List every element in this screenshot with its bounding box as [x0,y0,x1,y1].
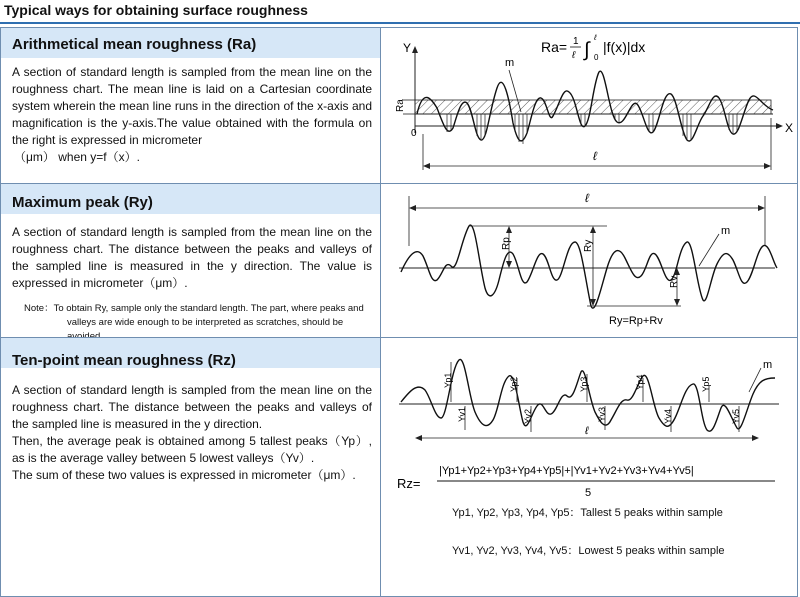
ry-rp-label: Rp [501,237,512,250]
ry-body: A section of standard length is sampled from the mean line on the roughness chart. The distance between the peaks and valleys of the sampled line is measured in the y direction. The value is expressed in micrometer（μm）. [12,225,372,290]
ra-origin: 0 [411,128,417,139]
rz-title: Ten-point mean roughness (Rz) [12,352,236,369]
ry-m-leader [699,234,719,266]
rz-yp3-label: Yp3 [579,376,589,392]
ra-formula [541,33,645,62]
title-rule [0,22,800,24]
ra-formula-upper: ℓ [594,33,597,42]
ra-formula-den: ℓ [572,50,576,61]
ry-note-label: Note： [24,303,54,314]
ra-formula-num: 1 [573,36,579,47]
rz-legend-valleys: Yv1, Yv2, Yv3, Yv4, Yv5：Lowest 5 peaks within sample [452,545,725,557]
ra-unit-line: （μm） when y=f（x）. [14,150,140,164]
ry-ry-arrow-top [590,226,596,233]
rz-yv5-label: Yv5 [731,408,741,424]
rz-len-label: ℓ [585,425,589,437]
rz-body3: The sum of these two values is expressed in micrometer（μm）. [12,468,356,482]
ra-formula-lower: 0 [594,53,599,62]
ra-x-label: X [785,121,794,135]
ra-dim-label: Ra [395,99,406,112]
rz-legend-peaks: Yp1, Yp2, Yp3, Yp4, Yp5：Tallest 5 peaks within sample [452,507,723,519]
rz-len-arrow-left [415,435,422,441]
ra-m-label: m [505,57,515,69]
ry-note-line1: To obtain Ry, sample only the standard length. The part, where peaks and [53,303,364,314]
ry-rp-arrow-top [506,226,512,233]
rz-m-label: m [763,359,773,371]
ry-len-label: ℓ [585,191,589,205]
rz-yp1-label: Yp1 [443,372,453,388]
ry-formula: Ry=Rp+Rv [609,315,663,327]
rz-yv1-label: Yv1 [457,406,467,422]
ra-y-label: Y [403,41,412,55]
rz-yp4-label: Yp4 [635,374,645,390]
ra-formula-lhs: Ra= [541,39,568,55]
ry-description [12,224,372,292]
ra-len-label: ℓ [593,149,597,163]
ry-rp-arrow-bottom [506,261,512,268]
ry-profile [401,225,777,308]
ra-formula-integral: ∫ [584,39,590,61]
rz-formula-numerator: |Yp1+Yp2+Yp3+Yp4+Yp5|+|Yv1+Yv2+Yv3+Yv4+Yv5| [439,465,694,477]
rz-yv2-label: Yv2 [523,408,533,424]
ra-formula-rhs: |f(x)|dx [603,39,646,55]
ra-y-arrow [412,46,418,53]
rz-yp5-label: Yp5 [701,376,711,392]
ry-note-line2: valleys are wide enough to be interpreted as scratches, should be [67,317,344,328]
rz-formula-denominator: 5 [585,487,592,499]
rz-len-arrow-right [752,435,759,441]
ra-len-arrow-right [764,163,771,169]
ra-title: Arithmetical mean roughness (Ra) [12,36,257,53]
ry-rv-arrow-bottom [674,299,680,306]
ra-x-arrow [776,123,783,129]
rz-body1: A section of standard length is sampled from the mean line on the roughness chart. The distance between the peaks and valleys of the sampled line is measured in the y direction. [12,383,372,431]
page-title: Typical ways for obtaining surface roughness [4,2,308,18]
rz-formula-prefix: Rz= [397,476,421,491]
rz-description [12,382,372,484]
ra-description [12,64,372,166]
ra-band [415,100,771,114]
ry-len-arrow-right [758,205,765,211]
rz-yp2-label: Yp2 [509,376,519,392]
ra-diagram [381,28,796,183]
ry-title: Maximum peak (Ry) [12,194,153,211]
ra-lower-hatch [447,114,737,144]
ry-m-label: m [721,225,731,237]
ra-body: A section of standard length is sampled from the mean line on the roughness chart. The mean line is laid on a Cartesian coordinate system wherein the mean line runs in the direction of the x-axis and magnification is the y-axis.The value obtained with the formula on the right is expressed in micrometer [12,65,372,147]
rz-yv3-label: Yv3 [597,406,607,422]
ra-len-arrow-left [423,163,430,169]
rz-body2: Then, the average peak is obtained among 5 tallest peaks（Yp）, as is the average valley between 5 lowest valleys（Yv）. [12,434,372,465]
ry-rv-label: Rv [669,275,680,288]
ry-diagram [381,184,796,337]
ry-len-arrow-left [409,205,416,211]
ry-ry-label: Ry [583,239,594,252]
rz-yv4-label: Yv4 [663,408,673,424]
